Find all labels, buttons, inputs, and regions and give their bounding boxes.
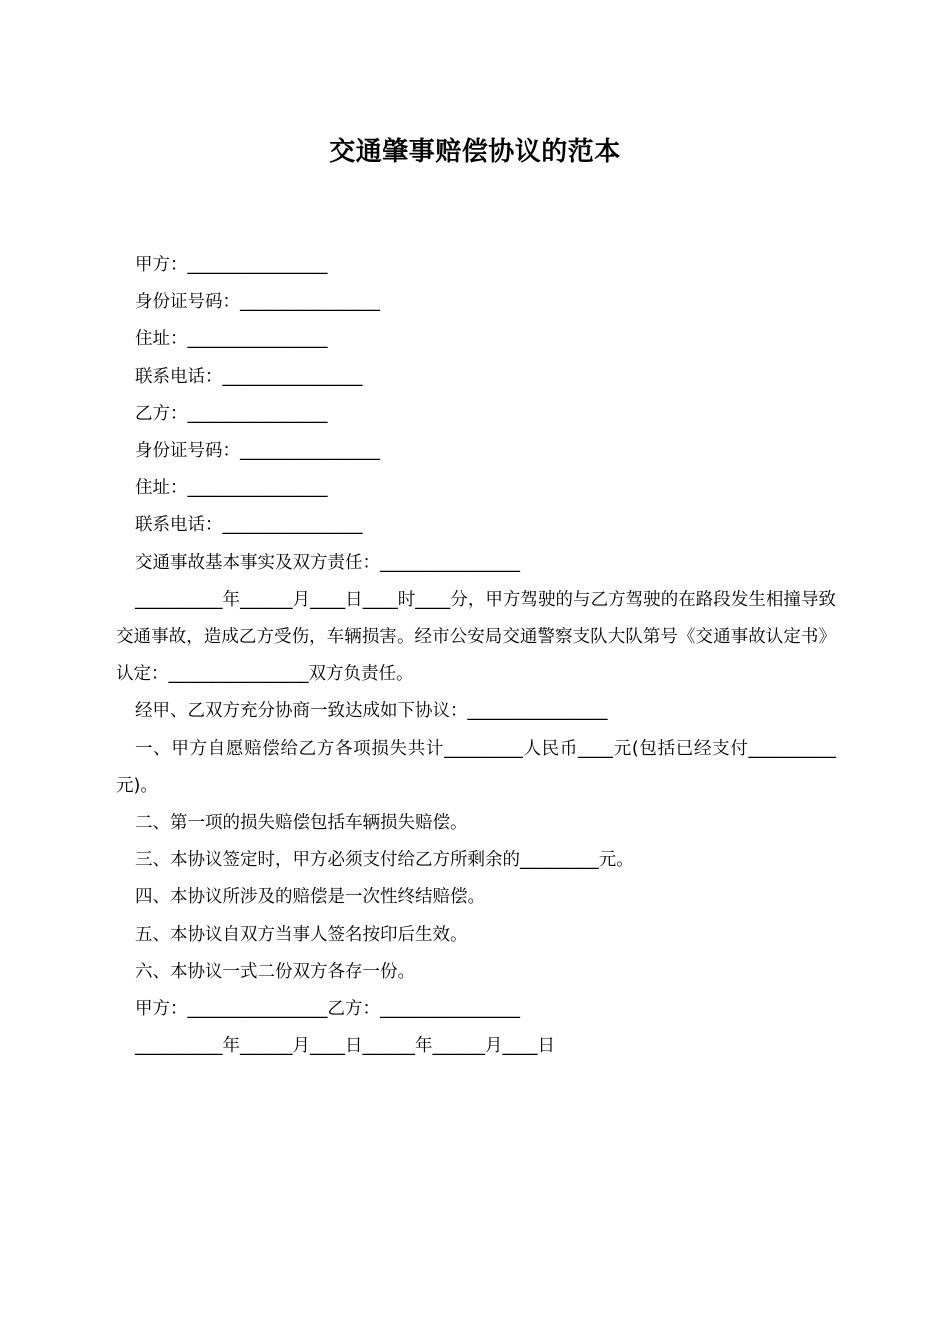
party-b-id-field: 身份证号码：________________ xyxy=(135,441,380,462)
party-b-field: 乙方：________________ xyxy=(135,403,328,424)
party-a-id-field: 身份证号码：________________ xyxy=(135,292,380,313)
clause-4: 四、本协议所涉及的赔偿是一次性终结赔偿。 xyxy=(135,887,485,908)
party-b-phone-field: 联系电话：________________ xyxy=(135,515,363,536)
clause-1: 一、甲方自愿赔偿给乙方各项损失共计_________人民币____元(包括已经支付__________元)。 xyxy=(116,738,836,796)
accident-description-paragraph: __________年______月____日____时____分，甲方驾驶的与乙方驾驶的在路段发生相撞导致交通事故，造成乙方受伤，车辆损害。经市公安局交通警察支队大队第号《交通事故认定书》认定：________________双方负责任。 xyxy=(116,589,836,685)
party-b-address-field: 住址：________________ xyxy=(135,478,328,499)
accident-facts-field: 交通事故基本事实及双方责任：________________ xyxy=(135,552,520,573)
document-body xyxy=(116,247,836,1065)
agreement-intro: 经甲、乙双方充分协商一致达成如下协议：________________ xyxy=(135,701,608,722)
clause-6: 六、本协议一式二份双方各存一份。 xyxy=(135,961,415,982)
clause-5: 五、本协议自双方当事人签名按印后生效。 xyxy=(135,924,468,945)
party-a-phone-field: 联系电话：________________ xyxy=(135,366,363,387)
clause-3: 三、本协议签定时，甲方必须支付给乙方所剩余的_________元。 xyxy=(135,850,634,871)
party-a-address-field: 住址：________________ xyxy=(135,329,328,350)
party-a-field: 甲方：________________ xyxy=(135,255,328,275)
signature-date-line: __________年______月____日______年______月____日 xyxy=(135,1036,555,1057)
document-title: 交通肇事赔偿协议的范本 xyxy=(329,137,621,167)
clause-2: 二、第一项的损失赔偿包括车辆损失赔偿。 xyxy=(135,813,468,834)
signature-line: 甲方：________________乙方：________________ xyxy=(135,999,520,1020)
